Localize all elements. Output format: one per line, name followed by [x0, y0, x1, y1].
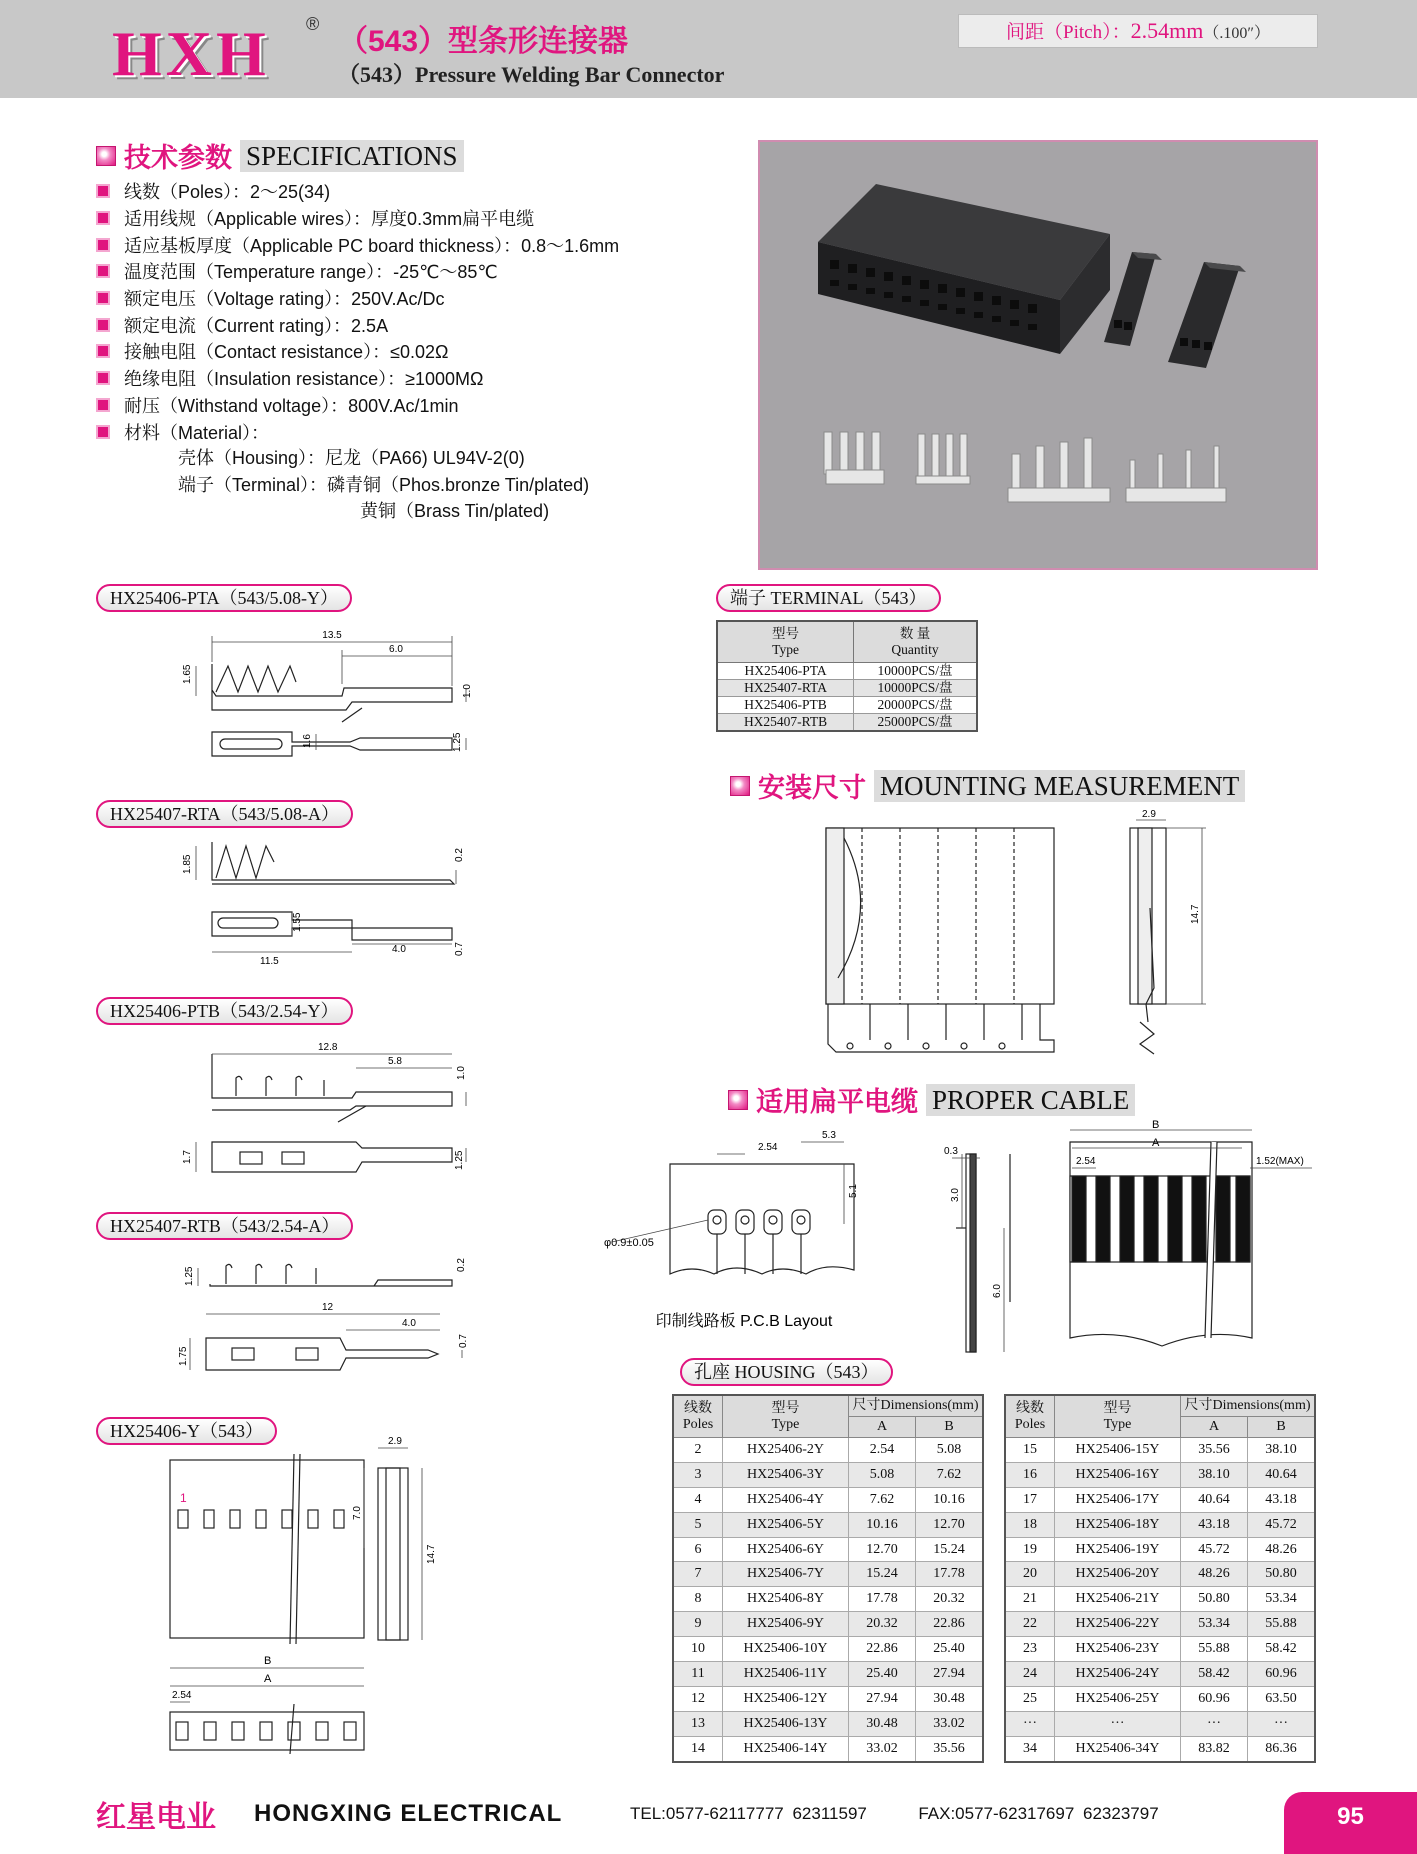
spec-text: 线数（Poles）：2～25(34)	[124, 182, 331, 203]
table-row	[673, 1587, 983, 1612]
dim-b-cell: 20.32	[916, 1587, 984, 1612]
poles-cell: 15	[1005, 1438, 1055, 1463]
poles-cell: 17	[1005, 1487, 1055, 1512]
dim-rta-tail: 4.0	[392, 944, 406, 955]
dim-b-cell: 17.78	[916, 1562, 984, 1587]
poles-cell: 22	[1005, 1612, 1055, 1637]
dim-b-cell: 63.50	[1248, 1686, 1316, 1711]
label-terminal: 端子 TERMINAL（543）	[716, 584, 941, 612]
dim-mount-width: 2.9	[1142, 809, 1156, 820]
dim-pta-thick: 1.0	[462, 684, 473, 698]
mounting-heading-cn: 安装尺寸	[758, 773, 866, 803]
table-row	[673, 1537, 983, 1562]
dim-a-cell: 38.10	[1181, 1462, 1248, 1487]
type-cell: HX25406-13Y	[723, 1711, 849, 1736]
label-ptb: HX25406-PTB（543/2.54-Y）	[96, 997, 353, 1025]
type-cell: HX25406-3Y	[723, 1462, 849, 1487]
table-row	[1005, 1438, 1315, 1463]
type-cell: HX25406-21Y	[1055, 1587, 1181, 1612]
dim-a-cell: 10.16	[849, 1512, 916, 1537]
drawing-mounting	[810, 808, 1230, 1074]
poles-cell: 7	[673, 1562, 723, 1587]
bullet-icon	[96, 211, 110, 225]
type-cell: HX25406-9Y	[723, 1612, 849, 1637]
table-row	[673, 1637, 983, 1662]
table-row: HX25407-RTA 10000PCS/盘	[717, 680, 977, 697]
dim-a-cell: ···	[1181, 1711, 1248, 1736]
poles-cell: ···	[1005, 1711, 1055, 1736]
dim-pcb-pitch: 2.54	[758, 1142, 778, 1153]
dim-pcb-hole: φ0.9±0.05	[604, 1237, 654, 1249]
poles-header: 线数 Poles	[1005, 1395, 1055, 1438]
b-header: B	[1248, 1417, 1316, 1438]
dim-cable-length: 6.0	[992, 1284, 1003, 1298]
dim-housing-half: 7.0	[352, 1506, 363, 1520]
table-row	[1005, 1612, 1315, 1637]
dim-ptb-tail: 5.8	[388, 1056, 402, 1067]
spec-item	[96, 392, 716, 419]
specifications-heading-cn: 技术参数	[124, 143, 232, 173]
dim-rta-height: 1.85	[182, 854, 193, 874]
table-row	[673, 1711, 983, 1736]
bullet-icon	[96, 425, 110, 439]
type-cell: HX25406-25Y	[1055, 1686, 1181, 1711]
poles-cell: 5	[673, 1512, 723, 1537]
title-chinese: （543）型条形连接器	[338, 25, 629, 58]
dim-b-cell: 53.34	[1248, 1587, 1316, 1612]
terminal-table	[716, 620, 978, 732]
dim-pcb-width: 5.3	[822, 1130, 836, 1141]
dim-pta-tail: 6.0	[389, 644, 403, 655]
table-row	[1005, 1711, 1315, 1736]
table-row	[1005, 1537, 1315, 1562]
dim-a-cell: 7.62	[849, 1487, 916, 1512]
bullet-icon	[96, 184, 110, 198]
dim-a-cell: 2.54	[849, 1438, 916, 1463]
poles-cell: 13	[673, 1711, 723, 1736]
type-cell: HX25406-14Y	[723, 1736, 849, 1761]
dim-b-cell: 12.70	[916, 1512, 984, 1537]
type-cell: HX25406-34Y	[1055, 1736, 1181, 1761]
label-housing-drawing: HX25406-Y（543）	[96, 1417, 277, 1445]
specifications-heading-en: SPECIFICATIONS	[240, 140, 464, 172]
dim-a-cell: 15.24	[849, 1562, 916, 1587]
dim-housing-width: 2.9	[388, 1436, 402, 1447]
small-housing-2pin	[1104, 252, 1162, 346]
type-cell: HX25406-24Y	[1055, 1662, 1181, 1687]
dim-housing-pitch: 2.54	[172, 1690, 192, 1701]
tel-number: TEL:0577-62117777 62311597	[630, 1804, 867, 1823]
housing-left-body	[673, 1438, 983, 1762]
dim-b-cell: 45.72	[1248, 1512, 1316, 1537]
poles-cell: 24	[1005, 1662, 1055, 1687]
dim-b-cell: 22.86	[916, 1612, 984, 1637]
label-rta: HX25407-RTA（543/5.08-A）	[96, 800, 353, 828]
dim-b-cell: 27.94	[916, 1662, 984, 1687]
spec-item	[96, 231, 716, 258]
type-cell: HX25406-23Y	[1055, 1637, 1181, 1662]
type-cell: HX25406-20Y	[1055, 1562, 1181, 1587]
table-row	[1005, 1487, 1315, 1512]
table-row	[1005, 1736, 1315, 1761]
dim-a-cell: 43.18	[1181, 1512, 1248, 1537]
dim-a-cell: 25.40	[849, 1662, 916, 1687]
spec-text: 适用线规（Applicable wires）：厚度0.3mm扁平电缆	[124, 209, 535, 230]
poles-cell: 25	[1005, 1686, 1055, 1711]
label-pta: HX25406-PTA（543/5.08-Y）	[96, 584, 352, 612]
cable-heading	[728, 1080, 1135, 1119]
table-row: HX25407-RTB 25000PCS/盘	[717, 714, 977, 732]
table-row	[1005, 1686, 1315, 1711]
spec-text: 额定电压（Voltage rating）：250V.Ac/Dc	[124, 289, 445, 310]
spec-list	[96, 178, 716, 525]
dim-a-cell: 45.72	[1181, 1537, 1248, 1562]
bullet-icon	[96, 291, 110, 305]
material-housing: 壳体（Housing）：尼龙（PA66) UL94V-2(0)	[178, 447, 525, 468]
hxh-logo: HXH	[112, 18, 270, 89]
dim-a-cell: 53.34	[1181, 1612, 1248, 1637]
dim-rta-length: 11.5	[260, 956, 279, 967]
spec-item	[96, 178, 716, 205]
poles-cell: 12	[673, 1686, 723, 1711]
dim-b-cell: 30.48	[916, 1686, 984, 1711]
dimensions-header: 尺寸Dimensions(mm)	[1181, 1395, 1316, 1417]
dim-housing-a: A	[264, 1673, 272, 1685]
poles-cell: 4	[673, 1487, 723, 1512]
cable-heading-cn: 适用扁平电缆	[756, 1087, 918, 1117]
dim-ptb-width: 1.25	[454, 1150, 465, 1170]
dim-a-cell: 27.94	[849, 1686, 916, 1711]
dim-b-cell: 33.02	[916, 1711, 984, 1736]
dim-rtb-thick: 0.2	[456, 1258, 467, 1272]
poles-cell: 8	[673, 1587, 723, 1612]
dim-pta-height: 1.65	[182, 664, 193, 684]
spec-text: 材料（Material）：	[124, 422, 270, 443]
bullet-icon	[96, 371, 110, 385]
table-row	[673, 1686, 983, 1711]
material-terminal: 端子（Terminal）：磷青铜（Phos.bronze Tin/plated)	[178, 474, 590, 495]
dim-b-cell: 48.26	[1248, 1537, 1316, 1562]
spec-text: 额定电流（Current rating）：2.5A	[124, 315, 389, 336]
dim-a-cell: 48.26	[1181, 1562, 1248, 1587]
type-cell: ···	[1055, 1711, 1181, 1736]
housing-table-right	[1004, 1394, 1316, 1763]
label-housing: 孔座 HOUSING（543）	[680, 1358, 893, 1386]
dim-b-cell: 43.18	[1248, 1487, 1316, 1512]
dim-b-cell: 50.80	[1248, 1562, 1316, 1587]
spec-item	[96, 205, 716, 232]
type-cell: HX25406-5Y	[723, 1512, 849, 1537]
page-number: 95	[1284, 1792, 1417, 1854]
spec-text: 耐压（Withstand voltage）：800V.Ac/1min	[124, 395, 459, 416]
registered-mark: ®	[306, 14, 320, 34]
dim-b-cell: 40.64	[1248, 1462, 1316, 1487]
table-row	[1005, 1662, 1315, 1687]
small-housing-3pin	[1168, 262, 1246, 368]
bullet-icon	[96, 318, 110, 332]
spec-item	[96, 418, 716, 445]
type-cell: HX25406-11Y	[723, 1662, 849, 1687]
square-bullet-icon	[96, 146, 116, 166]
title-english: （543）Pressure Welding Bar Connector	[338, 62, 725, 87]
company-name-cn: 红星电业	[96, 1801, 216, 1834]
dim-a-cell: 5.08	[849, 1462, 916, 1487]
type-cell: HX25406-10Y	[723, 1637, 849, 1662]
type-cell: HX25406-12Y	[723, 1686, 849, 1711]
poles-cell: 20	[1005, 1562, 1055, 1587]
dim-b-cell: 25.40	[916, 1637, 984, 1662]
pitch-inch: （.100″）	[1203, 25, 1270, 42]
housing-table-left	[672, 1394, 984, 1763]
type-cell: HX25406-16Y	[1055, 1462, 1181, 1487]
drawing-rta	[170, 832, 490, 980]
dim-cable-b: B	[1152, 1119, 1160, 1131]
poles-cell: 34	[1005, 1736, 1055, 1761]
type-cell: HX25406-19Y	[1055, 1537, 1181, 1562]
dim-b-cell: 38.10	[1248, 1438, 1316, 1463]
dim-a-cell: 83.82	[1181, 1736, 1248, 1761]
housing-right-body	[1005, 1438, 1315, 1762]
spec-item	[96, 258, 716, 285]
poles-cell: 21	[1005, 1587, 1055, 1612]
dim-rta-width: 0.7	[454, 942, 465, 956]
type-cell: HX25406-18Y	[1055, 1512, 1181, 1537]
dim-a-cell: 55.88	[1181, 1637, 1248, 1662]
drawing-cable	[596, 1118, 1316, 1356]
drawing-rtb	[170, 1246, 490, 1396]
dim-ptb-height: 1.7	[182, 1150, 193, 1164]
dim-rta-slot: 1.55	[292, 912, 303, 932]
dim-a-cell: 58.42	[1181, 1662, 1248, 1687]
dim-cable-max: 1.52(MAX)	[1256, 1156, 1304, 1167]
spec-item	[96, 365, 716, 392]
dim-b-cell: ···	[1248, 1711, 1316, 1736]
dim-b-cell: 7.62	[916, 1462, 984, 1487]
contact-info	[630, 1804, 1159, 1824]
a-header: A	[1181, 1417, 1248, 1438]
type-cell: HX25406-22Y	[1055, 1612, 1181, 1637]
pin-one-marker: 1	[180, 1491, 187, 1505]
spec-text: 适应基板厚度（Applicable PC board thickness）：0.8～1.6mm	[124, 235, 620, 256]
dim-a-cell: 22.86	[849, 1637, 916, 1662]
drawing-housing	[150, 1428, 500, 1760]
dim-a-cell: 40.64	[1181, 1487, 1248, 1512]
dim-rtb-height: 1.25	[184, 1266, 195, 1286]
poles-cell: 19	[1005, 1537, 1055, 1562]
dim-a-cell: 12.70	[849, 1537, 916, 1562]
mounting-heading-en: MOUNTING MEASUREMENT	[874, 770, 1245, 802]
b-header: B	[916, 1417, 984, 1438]
square-bullet-icon	[728, 1090, 748, 1110]
type-cell: HX25406-8Y	[723, 1587, 849, 1612]
poles-cell: 3	[673, 1462, 723, 1487]
table-row	[673, 1512, 983, 1537]
dim-b-cell: 35.56	[916, 1736, 984, 1761]
connector-photo-illustration	[760, 142, 1316, 568]
large-housing	[818, 184, 1110, 354]
table-row: HX25406-PTB 20000PCS/盘	[717, 697, 977, 714]
dim-ptb-thick: 1.0	[456, 1066, 467, 1080]
poles-cell: 11	[673, 1662, 723, 1687]
type-cell: HX25406-4Y	[723, 1487, 849, 1512]
type-cell: HX25406-17Y	[1055, 1487, 1181, 1512]
bullet-icon	[96, 398, 110, 412]
mounting-heading	[730, 766, 1245, 805]
type-header: 型号 Type	[723, 1395, 849, 1438]
pitch-box	[958, 14, 1318, 48]
dim-a-cell: 30.48	[849, 1711, 916, 1736]
terminal-quantity-header: 数 量 Quantity	[854, 621, 977, 663]
dim-mount-height: 14.7	[1190, 904, 1201, 924]
fax-number: FAX:0577-62317697 62323797	[918, 1804, 1159, 1823]
spec-item	[96, 285, 716, 312]
table-row	[1005, 1512, 1315, 1537]
poles-cell: 6	[673, 1537, 723, 1562]
dim-ptb-length: 12.8	[318, 1042, 338, 1053]
table-row	[673, 1736, 983, 1761]
dim-housing-b: B	[264, 1655, 272, 1667]
table-row	[673, 1662, 983, 1687]
dim-housing-height: 14.7	[426, 1544, 437, 1564]
table-row	[673, 1462, 983, 1487]
dim-cable-a: A	[1152, 1137, 1160, 1149]
dim-cable-thick: 0.3	[944, 1146, 958, 1157]
dim-a-cell: 20.32	[849, 1612, 916, 1637]
spec-text: 绝缘电阻（Insulation resistance）：≥1000MΩ	[124, 369, 484, 390]
dim-cable-contact: 3.0	[950, 1188, 961, 1202]
drawing-ptb	[170, 1036, 490, 1186]
terminal-strips	[824, 432, 1226, 502]
type-cell: HX25406-7Y	[723, 1562, 849, 1587]
type-cell: HX25406-15Y	[1055, 1438, 1181, 1463]
dim-a-cell: 60.96	[1181, 1686, 1248, 1711]
table-row	[673, 1438, 983, 1463]
table-row	[1005, 1637, 1315, 1662]
table-row	[1005, 1562, 1315, 1587]
dim-rtb-width: 0.7	[458, 1334, 469, 1348]
table-row	[673, 1487, 983, 1512]
drawing-pta	[170, 622, 490, 774]
product-photo	[758, 140, 1318, 570]
a-header: A	[849, 1417, 916, 1438]
label-rtb: HX25407-RTB（543/2.54-A）	[96, 1212, 353, 1240]
spec-item	[96, 338, 716, 365]
dim-b-cell: 58.42	[1248, 1637, 1316, 1662]
table-row	[673, 1562, 983, 1587]
material-brass: 黄铜（Brass Tin/plated)	[360, 501, 550, 522]
pcb-caption: 印制线路板 P.C.B Layout	[655, 1313, 833, 1330]
dimensions-header: 尺寸Dimensions(mm)	[849, 1395, 984, 1417]
dim-a-cell: 33.02	[849, 1736, 916, 1761]
dim-b-cell: 15.24	[916, 1537, 984, 1562]
dim-pcb-height: 5.1	[848, 1184, 859, 1198]
dim-b-cell: 10.16	[916, 1487, 984, 1512]
dim-pta-length: 13.5	[322, 630, 342, 641]
dim-a-cell: 17.78	[849, 1587, 916, 1612]
bullet-icon	[96, 344, 110, 358]
dim-b-cell: 55.88	[1248, 1612, 1316, 1637]
spec-text: 温度范围（Temperature range）：-25℃～85℃	[124, 262, 498, 283]
pitch-value: 2.54mm	[1130, 18, 1204, 43]
table-row	[1005, 1462, 1315, 1487]
poles-cell: 23	[1005, 1637, 1055, 1662]
dim-cable-pitch: 2.54	[1076, 1156, 1096, 1167]
table-row	[1005, 1587, 1315, 1612]
type-cell: HX25406-6Y	[723, 1537, 849, 1562]
dim-pta-width: 1.25	[452, 732, 463, 752]
type-header: 型号 Type	[1055, 1395, 1181, 1438]
pitch-label: 间距（Pitch）：	[1006, 22, 1131, 43]
cable-heading-en: PROPER CABLE	[926, 1084, 1135, 1116]
spec-text: 接触电阻（Contact resistance）：≤0.02Ω	[124, 342, 449, 363]
dim-b-cell: 86.36	[1248, 1736, 1316, 1761]
poles-cell: 14	[673, 1736, 723, 1761]
table-row: HX25406-PTA 10000PCS/盘	[717, 663, 977, 680]
bullet-icon	[96, 264, 110, 278]
square-bullet-icon	[730, 776, 750, 796]
dim-a-cell: 35.56	[1181, 1438, 1248, 1463]
dim-b-cell: 60.96	[1248, 1662, 1316, 1687]
page-header	[0, 0, 1417, 98]
dim-a-cell: 50.80	[1181, 1587, 1248, 1612]
specifications-heading	[96, 136, 464, 175]
dim-rtb-head: 1.75	[178, 1346, 189, 1366]
company-name-en: HONGXING ELECTRICAL	[254, 1800, 563, 1827]
bullet-icon	[96, 238, 110, 252]
spec-item	[96, 311, 716, 338]
dim-rta-thick: 0.2	[454, 848, 465, 862]
table-row	[673, 1612, 983, 1637]
dim-rtb-tail: 4.0	[402, 1318, 416, 1329]
poles-header: 线数 Poles	[673, 1395, 723, 1438]
dim-pta-slot: 1.6	[302, 734, 313, 748]
terminal-type-header: 型号 Type	[717, 621, 854, 663]
poles-cell: 9	[673, 1612, 723, 1637]
dim-rtb-length: 12	[322, 1302, 334, 1313]
dim-b-cell: 5.08	[916, 1438, 984, 1463]
poles-cell: 10	[673, 1637, 723, 1662]
poles-cell: 18	[1005, 1512, 1055, 1537]
poles-cell: 16	[1005, 1462, 1055, 1487]
type-cell: HX25406-2Y	[723, 1438, 849, 1463]
poles-cell: 2	[673, 1438, 723, 1463]
